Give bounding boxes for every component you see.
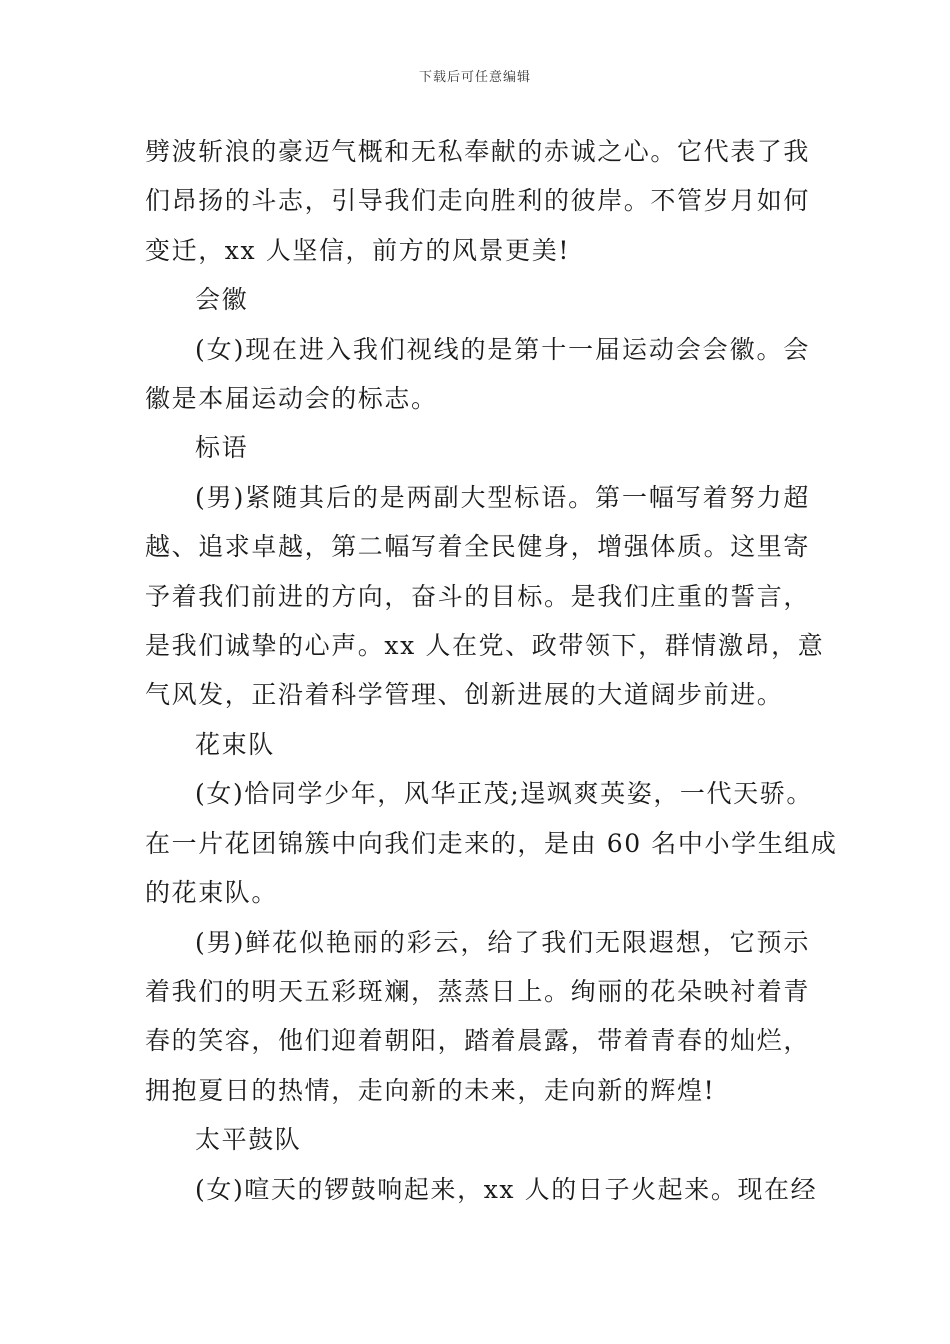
body-paragraph [145, 918, 810, 1116]
text-line: 徽是本届运动会的标志。 [145, 384, 438, 414]
text-line: 花束队 [195, 729, 275, 759]
text-line: 拥抱夏日的热情，走向新的未来，走向新的辉煌! [145, 1075, 716, 1105]
body-paragraph [145, 325, 810, 424]
text-line: 劈波斩浪的豪迈气概和无私奉献的赤诚之心。它代表了我 [145, 137, 811, 166]
text-line: 是我们诚挚的心声。xx 人在党、政带领下，群情激昂，意 [145, 631, 825, 661]
section-heading [145, 720, 810, 769]
body-paragraph [145, 1165, 818, 1214]
text-line: 太平鼓队 [195, 1125, 302, 1155]
text-line: 予着我们前进的方向，奋斗的目标。是我们庄重的誓言， [145, 581, 811, 611]
document-body [145, 127, 838, 1214]
text-line: (女)现在进入我们视线的是第十一届运动会会徽。会 [195, 334, 810, 364]
text-line: 标语 [195, 433, 249, 463]
body-paragraph [145, 473, 825, 720]
section-heading [145, 275, 810, 324]
text-line: (男)鲜花似艳丽的彩云，给了我们无限遐想，它预示 [195, 927, 810, 957]
text-line: 气风发，正沿着科学管理、创新进展的大道阔步前进。 [145, 680, 784, 710]
text-line: 的花束队。 [145, 878, 279, 908]
text-line: 变迁，xx 人坚信，前方的风景更美! [145, 235, 570, 265]
text-line: 们昂扬的斗志，引导我们走向胜利的彼岸。不管岁月如何 [145, 186, 811, 216]
text-line: 着我们的明天五彩斑斓，蒸蒸日上。绚丽的花朵映衬着青 [145, 976, 811, 1006]
text-line: (男)紧随其后的是两副大型标语。第一幅写着努力超 [195, 482, 810, 512]
text-line: (女)喧天的锣鼓响起来，xx 人的日子火起来。现在经 [195, 1174, 818, 1204]
section-heading [145, 1115, 810, 1164]
body-paragraph [145, 127, 810, 275]
section-heading [145, 423, 810, 472]
text-line: 在一片花团锦簇中向我们走来的，是由 60 名中小学生组成 [145, 828, 838, 858]
text-line: 会徽 [195, 285, 249, 315]
text-line: (女)恰同学少年，风华正茂;逞飒爽英姿，一代天骄。 [195, 779, 813, 809]
page-header-note: 下载后可任意编辑 [418, 70, 531, 85]
text-line: 越、追求卓越，第二幅写着全民健身，增强体质。这里寄 [145, 532, 811, 562]
body-paragraph [145, 769, 838, 917]
text-line: 春的笑容，他们迎着朝阳，踏着晨露，带着青春的灿烂， [145, 1026, 811, 1056]
